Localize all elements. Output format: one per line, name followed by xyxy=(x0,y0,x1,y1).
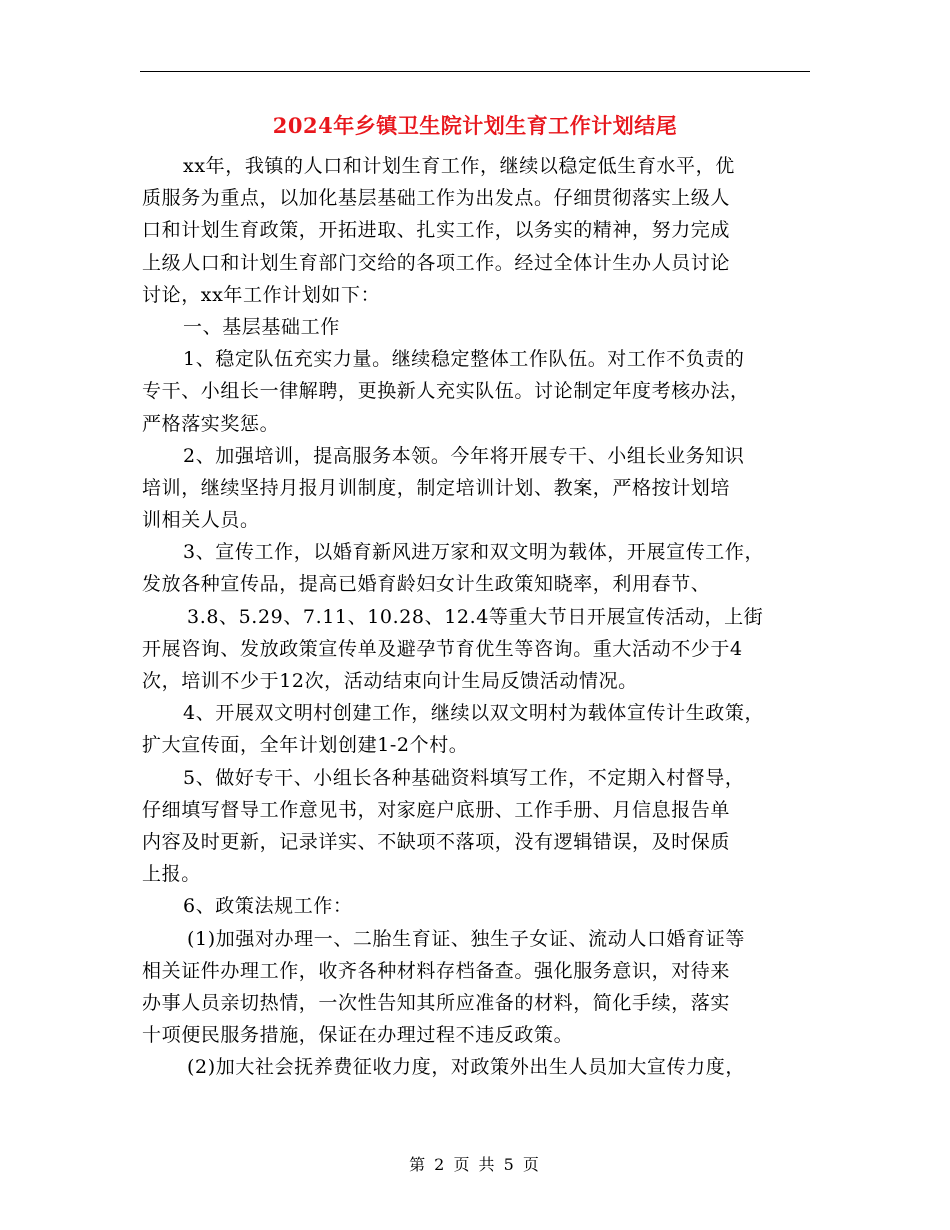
paragraph-line: 3.8、5.29、7.11、10.28、12.4等重大节日开展宣传活动，上街 xyxy=(187,605,764,628)
paragraph-line: 上报。 xyxy=(142,863,201,886)
document-title: 2024年乡镇卫生院计划生育工作计划结尾 xyxy=(272,113,678,138)
paragraph-line: 专干、小组长一律解聘，更换新人充实队伍。讨论制定年度考核办法， xyxy=(142,380,750,403)
header-rule xyxy=(140,71,810,72)
paragraph-line: 开展咨询、发放政策宣传单及避孕节育优生等咨询。重大活动不少于4 xyxy=(142,637,743,660)
paragraph-line: 质服务为重点，以加化基层基础工作为出发点。仔细贯彻落实上级人 xyxy=(142,187,731,210)
paragraph-line: 扩大宣传面，全年计划创建1-2个村。 xyxy=(142,734,469,757)
section-heading: 6、政策法规工作： xyxy=(183,895,353,918)
paragraph-line: 仔细填写督导工作意见书，对家庭户底册、工作手册、月信息报告单 xyxy=(142,798,731,821)
paragraph-line: (2)加大社会抚养费征收力度，对政策外出生人员加大宣传力度， xyxy=(187,1056,745,1079)
paragraph-line: (1)加强对办理一、二胎生育证、独生子女证、流动人口婚育证等 xyxy=(187,927,745,950)
paragraph-line: 次，培训不少于12次，活动结束向计生局反馈活动情况。 xyxy=(142,670,638,692)
paragraph-line: 5、做好专干、小组长各种基础资料填写工作，不定期入村督导， xyxy=(183,766,745,789)
paragraph-line: 内容及时更新，记录详实、不缺项不落项，没有逻辑错误，及时保质 xyxy=(142,830,731,853)
paragraph-line: 发放各种宣传品，提高已婚育龄妇女计生政策知晓率，利用春节、 xyxy=(142,573,711,596)
paragraph-line: 十项便民服务措施，保证在办理过程不违反政策。 xyxy=(142,1024,574,1047)
paragraph-line: 口和计划生育政策，开拓进取、扎实工作，以务实的精神，努力完成 xyxy=(142,219,731,242)
paragraph-line: 讨论，xx年工作计划如下： xyxy=(142,283,381,306)
paragraph-line: 培训，继续坚持月报月训制度，制定培训计划、教案，严格按计划培 xyxy=(142,476,731,499)
paragraph-line: 严格落实奖惩。 xyxy=(142,412,280,435)
paragraph-line: 3、宣传工作，以婚育新风进万家和双文明为载体，开展宣传工作， xyxy=(183,541,765,564)
paragraph-line: 训相关人员。 xyxy=(142,509,260,532)
section-heading: 一、基层基础工作 xyxy=(183,315,340,338)
document-body xyxy=(142,150,822,1083)
paragraph-line: 4、开展双文明村创建工作，继续以双文明村为载体宣传计生政策， xyxy=(183,702,765,725)
paragraph-line: 2、加强培训，提高服务本领。今年将开展专干、小组长业务知识 xyxy=(183,444,745,467)
paragraph-line: 上级人口和计划生育部门交给的各项工作。经过全体计生办人员讨论 xyxy=(142,251,731,274)
page-footer: 第 2 页 共 5 页 xyxy=(409,1155,541,1174)
paragraph-line: 1、稳定队伍充实力量。继续稳定整体工作队伍。对工作不负责的 xyxy=(183,348,745,371)
paragraph-line: xx年，我镇的人口和计划生育工作，继续以稳定低生育水平，优 xyxy=(183,155,735,177)
paragraph-line: 办事人员亲切热情，一次性告知其所应准备的材料，简化手续，落实 xyxy=(142,991,731,1014)
paragraph-line: 相关证件办理工作，收齐各种材料存档备查。强化服务意识，对待来 xyxy=(142,959,731,982)
